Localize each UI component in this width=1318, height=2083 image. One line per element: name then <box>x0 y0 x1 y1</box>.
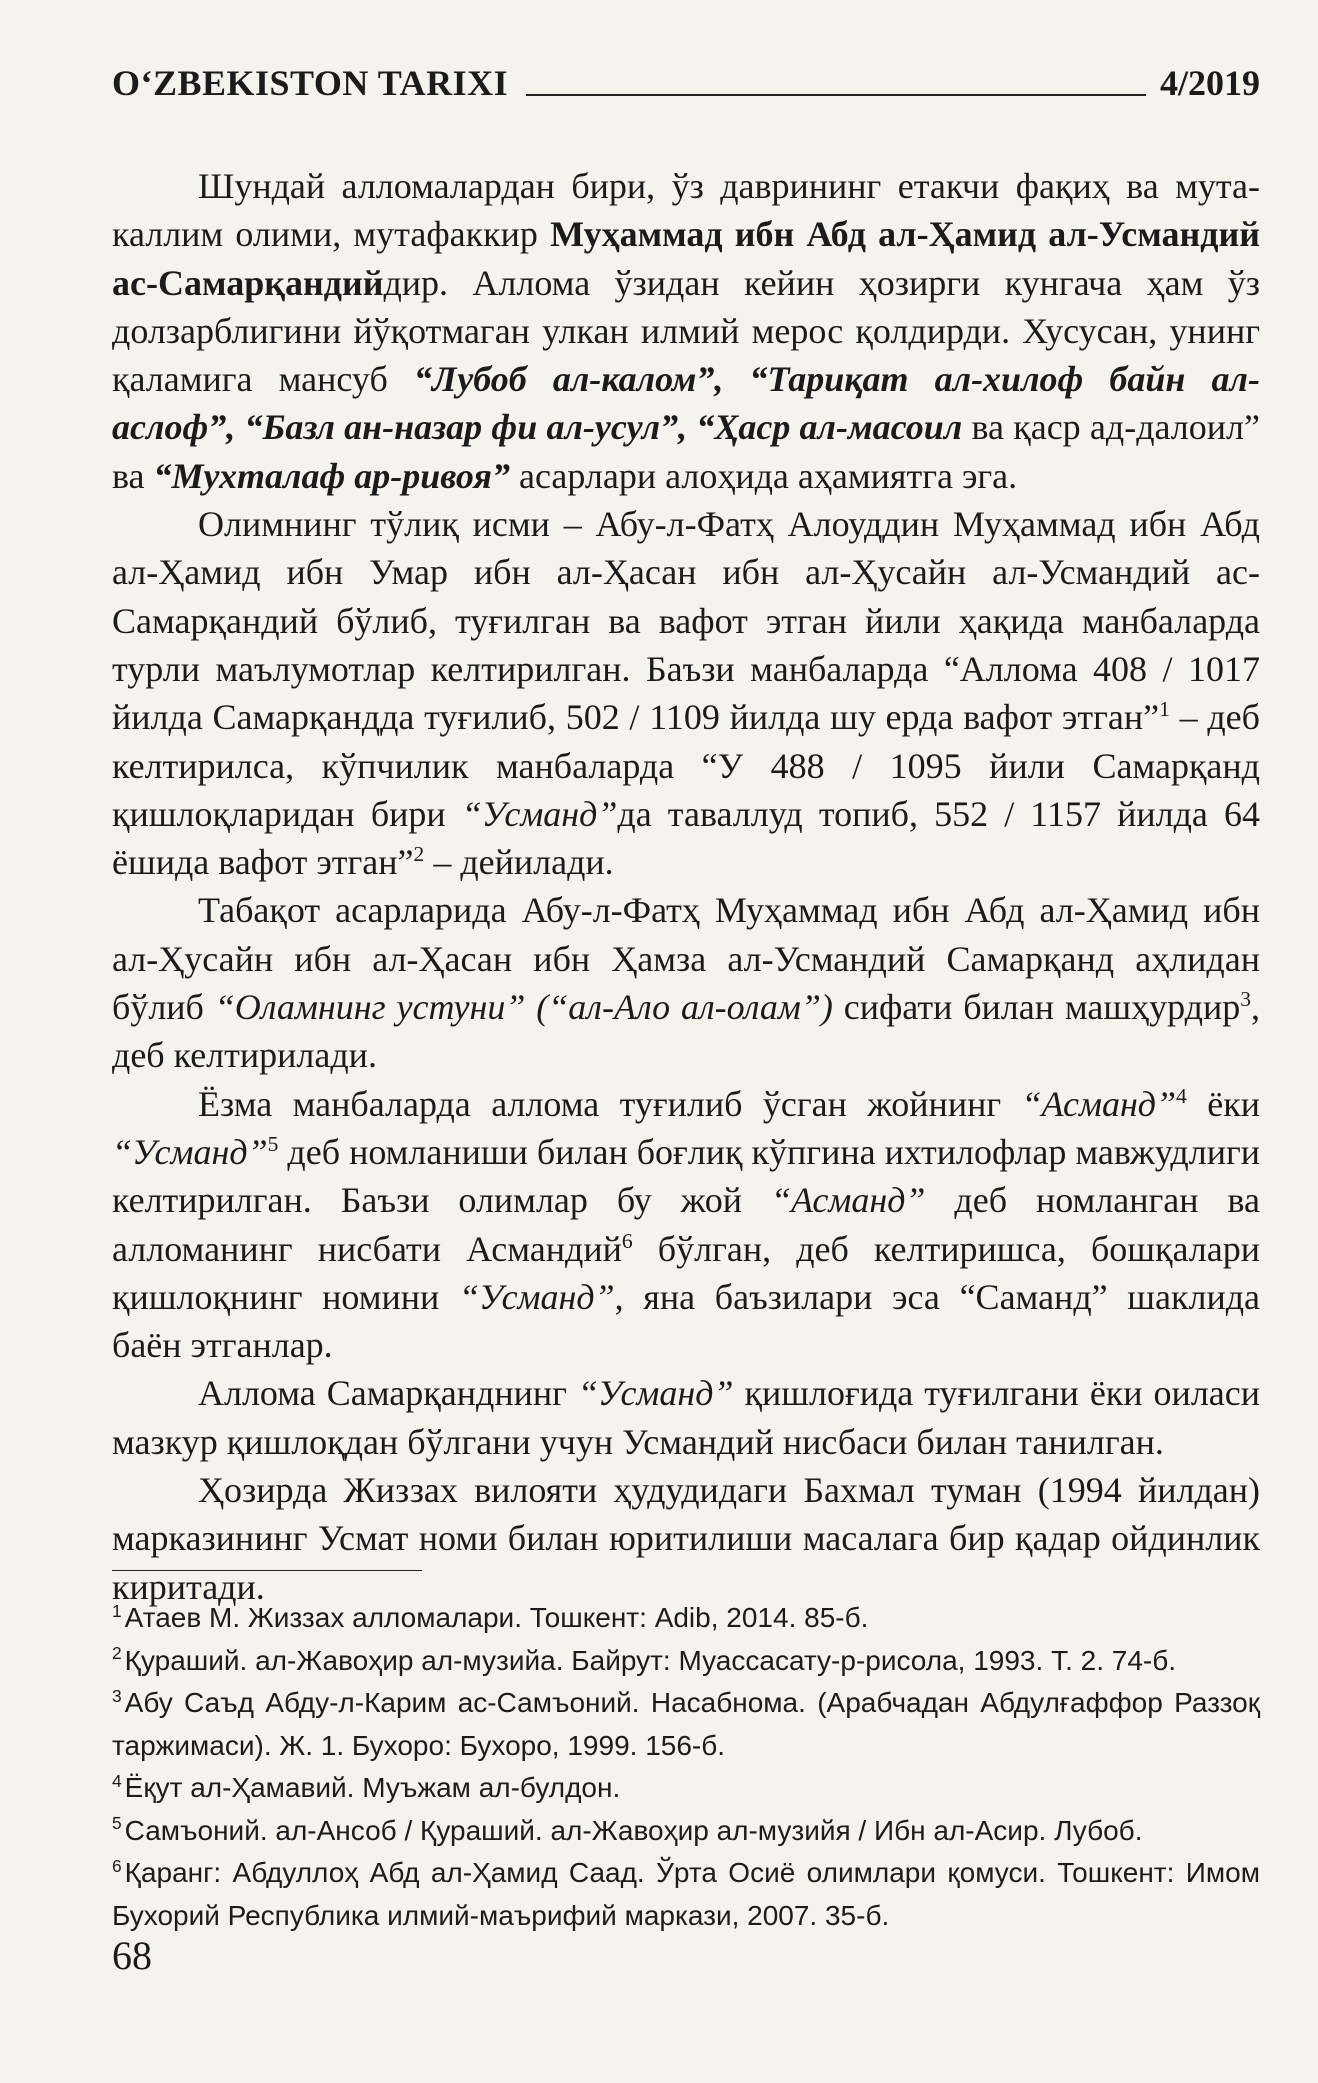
footnotes <box>112 1597 1260 1937</box>
italic-run: “Усманд” <box>459 1276 615 1317</box>
paragraph <box>112 1466 1260 1611</box>
text-run: асарлари алоҳида аҳамиятга эга. <box>509 455 1018 496</box>
footnote-number: 6 <box>112 1855 122 1876</box>
text-run: Олимнинг тўлиқ исми – Абу-л-Фатҳ Алоуддин Муҳаммад ибн Абд ал-Ҳамид ибн Умар ибн ал-Ҳасан ибн ал-Ҳусайн ал-Усмандий ас-Самарқандий бўлиб, туғилган ва вафот этган йили ҳақида манбаларда турли маълумотлар келтирилган. Баъзи манбаларда “Аллома 408 / 1017 йилда Самарқандда туғилиб, 502 / 1109 йилда шу ерда вафот этган” <box>112 504 1260 738</box>
paragraph <box>112 500 1260 886</box>
bold-italic-run: “Мухталаф ар-ривоя” <box>153 455 510 496</box>
text-run: бўлган, деб келтиришса, бошқалари қишлоқнинг номини <box>112 1228 1260 1317</box>
running-header <box>112 58 1260 104</box>
italic-run: “Усманд” <box>577 1373 734 1414</box>
bold-italic-run: “Лубоб ал-калом”, “Тариқат ал-хилоф байн ал-аслоф”, “Базл ан-назар фи ал-усул”, “Ҳаср ал-масоил <box>112 359 1260 448</box>
footnote-text: Атаев М. Жиззах алломалари. Тошкент: Adib, 2014. 85-б. <box>124 1602 869 1633</box>
journal-title: O‘ZBEKISTON TARIXI <box>112 63 509 103</box>
text-run: Ҳозирда Жиззах вилояти ҳудудидаги Бахмал туман (1994 йилдан) марказининг Усмат номи билан юритилиши масалага бир қадар ойдинлик киритади. <box>112 1470 1260 1607</box>
footnote-separator <box>112 1570 422 1571</box>
footnote-ref: 6 <box>621 1228 633 1253</box>
footnote-text: Қаранг: Абдуллоҳ Абд ал-Ҳамид Саад. Ўрта Осиё олимлари қомуси. Тошкент: Имом Бухорий Республика илмий-маърифий маркази, 2007. 35-б. <box>112 1857 1260 1931</box>
text-run: Шундай алломалардан бири, ўз даврининг етакчи фақиҳ ва мутакаллим олими, мутафаккир <box>112 166 1260 255</box>
footnote-ref: 5 <box>267 1131 279 1156</box>
text-run: ва қаср ад-далоил” ва <box>112 407 1260 496</box>
text-run: деб номланиши билан боғлиқ кўпгина ихтилофлар мавжудлиги келтирилган. Баъзи олимлар бу жой <box>112 1131 1260 1221</box>
text-run: – деб келтирилса, кўпчилик манбаларда “У 488 / 1095 йили Самарқанд қишлоқларидан бири <box>112 697 1260 834</box>
footnote-number: 4 <box>112 1770 122 1791</box>
footnote <box>112 1597 1260 1640</box>
text-run: , яна баъзилари эса “Саманд” шаклида баён этганлар. <box>112 1276 1261 1366</box>
issue-number: 4/2019 <box>1159 63 1260 103</box>
italic-run: “Усманд” <box>461 793 618 834</box>
text-run: , деб келтирилади. <box>112 987 1261 1076</box>
footnote-number: 5 <box>112 1813 122 1834</box>
bold-run: Муҳаммад ибн Абд ал-Ҳамид ал-Усмандий ас-Самарқандий <box>112 214 1260 303</box>
footnote-number: 3 <box>112 1685 122 1706</box>
footnote-number: 1 <box>112 1600 122 1621</box>
text-run: Аллома Самарқанднинг <box>198 1373 578 1414</box>
text-run: да таваллуд топиб, 552 / 1157 йилда 64 ёшида вафот этган” <box>112 793 1260 883</box>
text-run: дир. Аллома ўзидан кейин ҳозирги кунгача ҳам ўз долзарблигини йўқотмаган улкан илмий мерос қолдирди. Хусусан, унинг қаламига мансуб <box>112 262 1260 400</box>
footnote-text: Самъоний. ал-Ансоб / Қураший. ал-Жавоҳир ал-музийя / Ибн ал-Асир. Лубоб. <box>124 1814 1143 1846</box>
footnote <box>112 1682 1260 1767</box>
text-run: Ёзма манбаларда аллома туғилиб ўсган жойнинг <box>198 1083 1022 1124</box>
italic-run: “Усманд” <box>112 1131 268 1172</box>
footnote-ref: 1 <box>1159 697 1170 722</box>
header-rule <box>526 94 1146 96</box>
footnote-ref: 2 <box>413 842 425 867</box>
text-run: – дейилади. <box>424 842 614 883</box>
text-run: ёки <box>1186 1083 1260 1124</box>
paragraph <box>112 886 1260 1079</box>
footnote-text: Ёқут ал-Ҳамавий. Муъжам ал-булдон. <box>124 1772 621 1803</box>
paragraph <box>112 162 1260 500</box>
footnote <box>112 1810 1260 1853</box>
text-run: Табақот асарларида Абу-л-Фатҳ Муҳаммад ибн Абд ал-Ҳамид ибн ал-Ҳусайн ибн ал-Ҳасан ибн Ҳамза ал-Усмандий Самарқанд аҳлидан бўлиб <box>112 890 1260 1028</box>
page-number: 68 <box>112 1933 152 1978</box>
footnote <box>112 1852 1260 1937</box>
text-run: сифати билан машҳурдир <box>832 987 1241 1028</box>
italic-run: “Асманд” <box>1021 1083 1177 1124</box>
footnote-ref: 4 <box>1176 1083 1187 1108</box>
paragraph <box>112 1369 1260 1466</box>
footnote <box>112 1640 1260 1683</box>
paragraph <box>112 1080 1260 1370</box>
article-body <box>112 162 1260 1611</box>
text-run: деб номланган ва алломанинг нисбати Асмандий <box>112 1180 1260 1269</box>
footnote-text: Абу Саъд Абду-л-Карим ас-Самъоний. Насабнома. (Арабчадан Абдулғаффор Раззоқ таржимаси). Ж. 1. Бухоро: Бухоро, 1999. 156-б. <box>112 1687 1260 1761</box>
footnote-number: 2 <box>112 1643 122 1664</box>
italic-run: “Асманд” <box>770 1180 926 1221</box>
footnote <box>112 1767 1260 1810</box>
text-run: қишлоғида туғилгани ёки оиласи мазкур қишлоқдан бўлгани учун Усмандий нисбаси билан танилган. <box>112 1373 1261 1462</box>
italic-run: “Оламнинг устуни” (“ал-Ало ал-олам”) <box>214 987 833 1028</box>
footnote-ref: 3 <box>1240 987 1252 1012</box>
footnote-text: Қураший. ал-Жавоҳир ал-музийа. Байрут: Муассасату-р-рисола, 1993. Т. 2. 74-б. <box>124 1644 1177 1676</box>
